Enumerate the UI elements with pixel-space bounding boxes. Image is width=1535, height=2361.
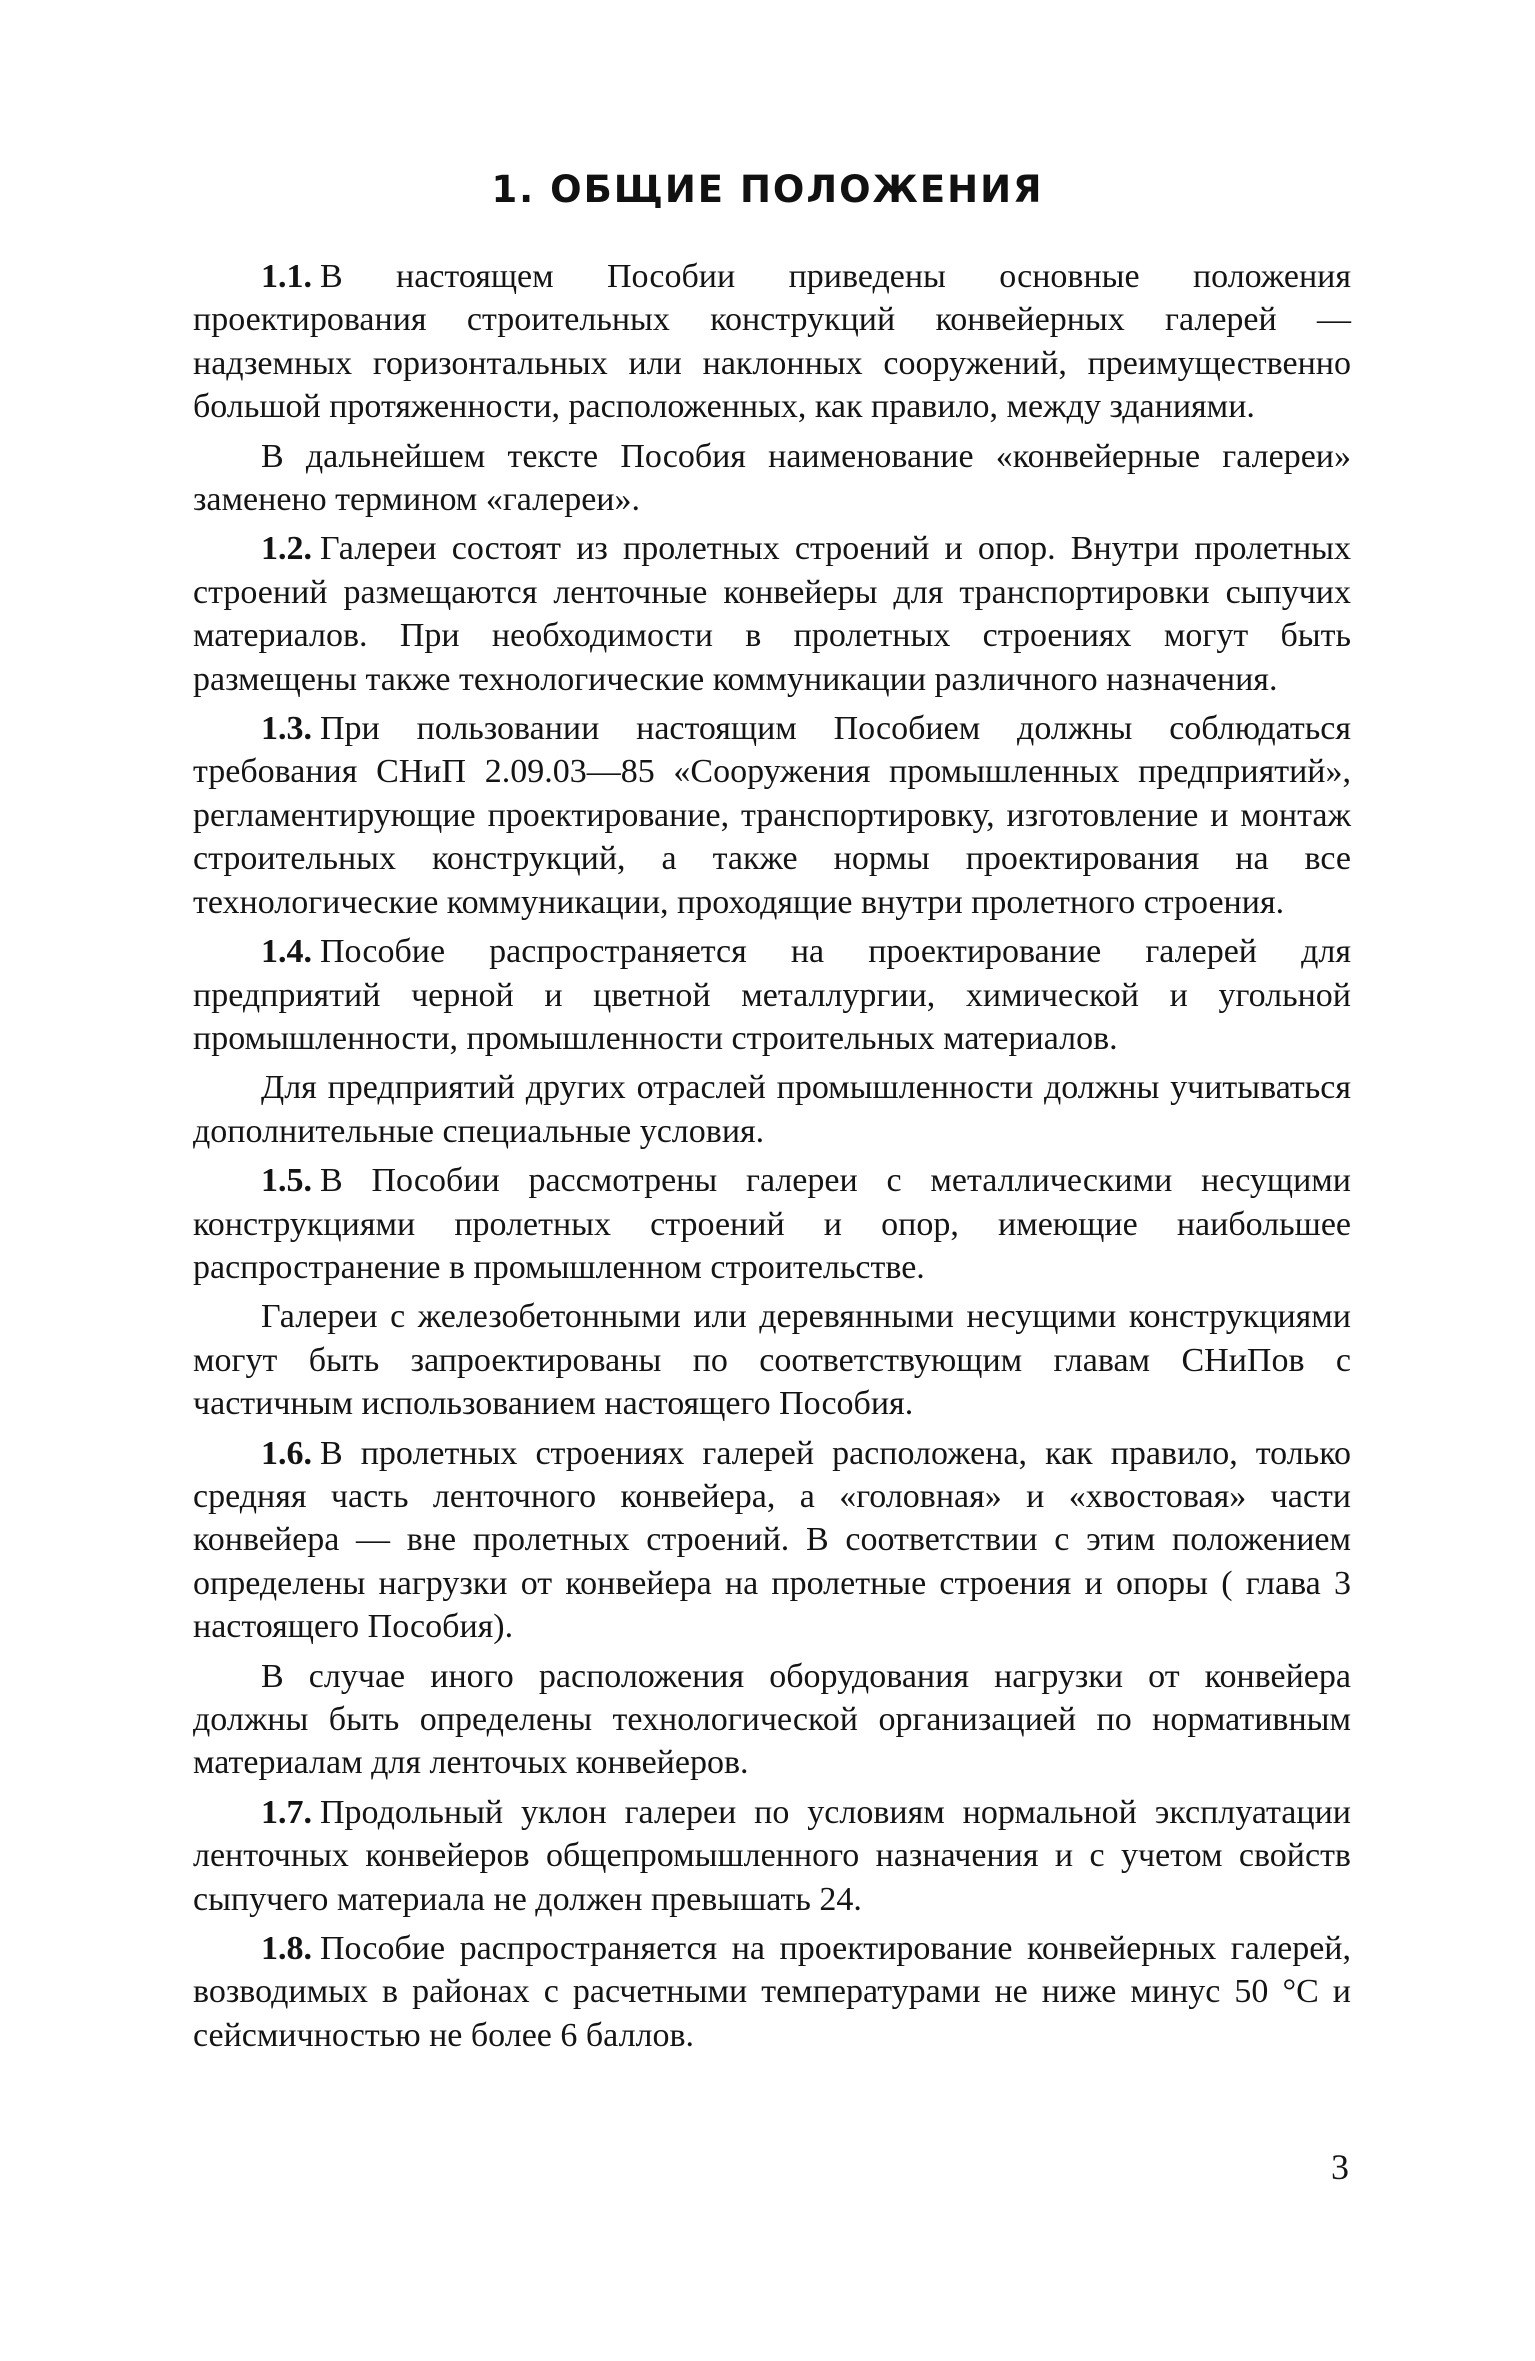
clause-number: 1.1.	[261, 258, 312, 295]
paragraph	[193, 930, 1351, 1060]
paragraph-text: Галереи состоят из пролетных строений и опор. Внутри пролетных строений размещаются ленточные конвейеры для транспортировки сыпучих материалов. При необходимости в пролетных строениях могут быть размещены также технологические коммуникации различного назначения.	[193, 530, 1351, 698]
paragraph-text: Продольный уклон галереи по условиям нормальной эксплуатации ленточных конвейеров общепромышленного назначения и с учетом свойств сыпучего материала не должен превышать 24.	[193, 1793, 1351, 1918]
clause-number: 1.4.	[261, 933, 312, 971]
paragraph-text: В настоящем Пособии приведены основные положения проектирования строительных конструкций конвейерных галерей — надземных горизонтальных или наклонных сооружений, преимущественно большой протяженности, расположенных, как правило, между зданиями.	[193, 258, 1351, 426]
paragraph-text: В пролетных строениях галерей расположена, как правило, только средняя часть ленточного конвейера, а «головная» и «хвостовая» части конвейера — вне пролетных строений. В соответствии с этим положением определены нагрузки от конвейера на пролетные строения и опоры ( глава 3 настоящего Пособия).	[193, 1434, 1351, 1646]
paragraph-text: Пособие распространяется на проектирование конвейерных галерей, возводимых в районах с расчетными температурами не ниже минус 50 °С и сейсмичностью не более 6 баллов.	[193, 1930, 1351, 2054]
paragraph-text: Для предприятий других отраслей промышленности должны учитываться дополнительные специальные условия.	[193, 1069, 1351, 1150]
paragraph-text: Галереи с железобетонными или деревянными несущими конструкциями могут быть запроектированы по соответствующим главам СНиПов с частичным использованием настоящего Пособия.	[193, 1298, 1351, 1423]
clause-number: 1.5.	[261, 1162, 312, 1200]
body-text	[193, 255, 1351, 2063]
paragraph	[193, 1655, 1351, 1785]
clause-number: 1.3.	[261, 710, 312, 748]
clause-number: 1.2.	[261, 530, 312, 568]
paragraph	[193, 1159, 1351, 1289]
paragraph-text: В случае иного расположения оборудования нагрузки от конвейера должны быть определены технологической организацией по нормативным материалам для ленточых конвейеров.	[193, 1657, 1351, 1782]
paragraph-text: В Пособии рассмотрены галереи с металлическими несущими конструкциями пролетных строений и опор, имеющие наибольшее распространение в промышленном строительстве.	[193, 1162, 1351, 1286]
paragraph	[193, 527, 1351, 701]
paragraph	[193, 435, 1351, 522]
paragraph	[193, 707, 1351, 924]
clause-number: 1.8.	[261, 1930, 312, 1968]
paragraph	[193, 255, 1351, 429]
clause-number: 1.7.	[261, 1793, 312, 1831]
paragraph	[193, 1066, 1351, 1153]
section-heading: 1. ОБЩИЕ ПОЛОЖЕНИЯ	[491, 168, 1044, 211]
page-number: 3	[1331, 2147, 1349, 2187]
paragraph	[193, 1432, 1351, 1649]
paragraph-text: В дальнейшем тексте Пособия наименование «конвейерные галереи» заменено термином «галереи».	[193, 437, 1351, 519]
paragraph	[193, 1927, 1351, 2057]
paragraph-text: При пользовании настоящим Пособием должны соблюдаться требования СНиП 2.09.03—85 «Сооружения промышленных предприятий», регламентирующие проектирование, транспортировку, изготовление и монтаж строительных конструкций, а также нормы проектирования на все технологические коммуникации, проходящие внутри пролетного строения.	[193, 710, 1351, 921]
clause-number: 1.6.	[261, 1434, 312, 1472]
paragraph-text: Пособие распространяется на проектирование галерей для предприятий черной и цветной металлургии, химической и угольной промышленности, промышленности строительных материалов.	[193, 933, 1351, 1057]
paragraph	[193, 1295, 1351, 1425]
paragraph	[193, 1791, 1351, 1921]
